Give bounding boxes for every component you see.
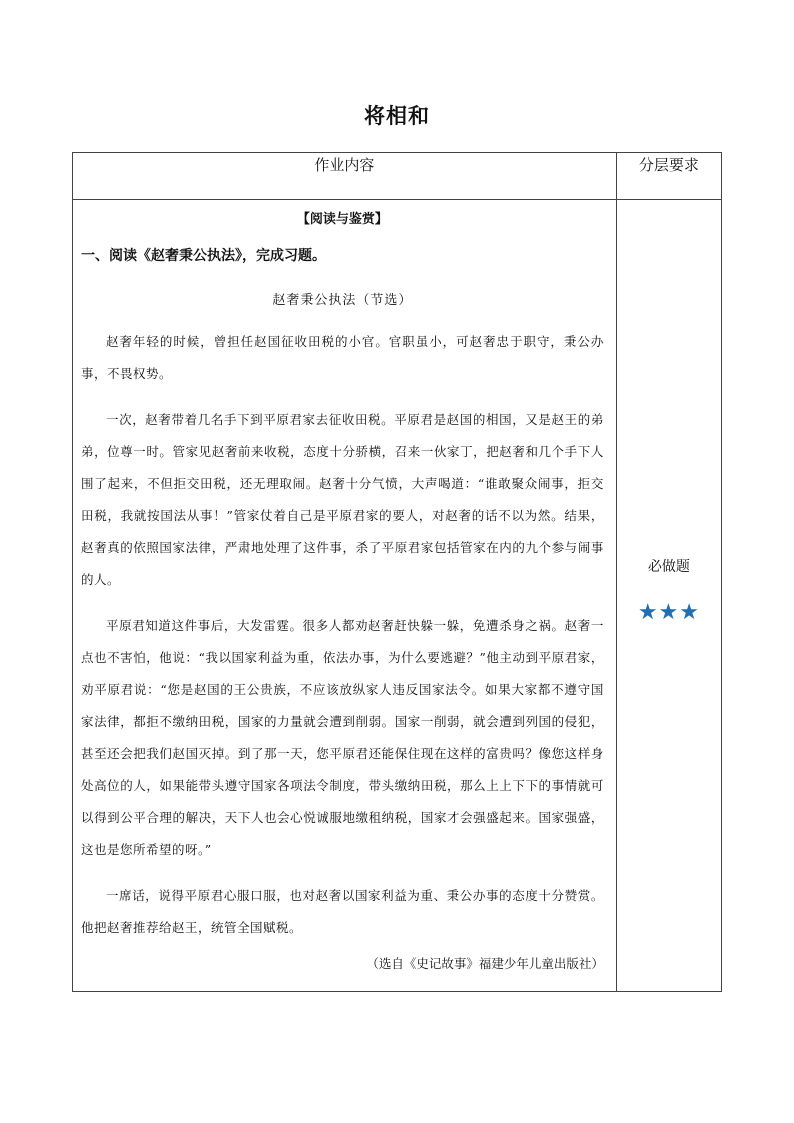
header-content-cell: 作业内容 <box>73 153 617 200</box>
star-rating-icon: ★★★ <box>637 600 700 625</box>
story-paragraph: 一次，赵奢带着几名手下到平原君家去征收田税。平原君是赵国的相国，又是赵王的弟弟，位尊一时。管家见赵奢前来收税，态度十分骄横，召来一伙家丁，把赵奢和几个手下人围了起来，不但拒交田税，还无理取闹。赵奢十分气愤，大声喝道：“谁敢聚众闹事，拒交田税，我就按国法从事！”管家仗着自己是平原君家的要人，对赵奢的话不以为然。结果，赵奢真的依照国家法律，严肃地处理了这件事，杀了平原君家包括管家在内的九个参与闹事的人。 <box>81 412 604 587</box>
content-cell <box>73 200 617 992</box>
homework-table <box>72 152 722 992</box>
story-paragraph: 赵奢年轻的时候，曾担任赵国征收田税的小官。官职虽小，可赵奢忠于职守，秉公办事，不畏权势。 <box>81 334 604 381</box>
story-title: 赵奢秉公执法（节选） <box>272 293 413 308</box>
section-title: 【阅读与鉴赏】 <box>296 212 388 227</box>
story-paragraph: 平原君知道这件事后，大发雷霆。很多人都劝赵奢赶快躲一躲，免遭杀身之祸。赵奢一点也不害怕，他说：“我以国家利益为重，依法办事，为什么要逃避？”他主动到平原君家，劝平原君说：“您是赵国的王公贵族，不应该放纵家人违反国家法令。如果大家都不遵守国家法律，都拒不缴纳田税，国家的力量就会遭到削弱。国家一削弱，就会遭到列国的侵犯，甚至还会把我们赵国灭掉。到了那一天，您平原君还能保住现在这样的富贵吗？像您这样身处高位的人，如果能带头遵守国家各项法令制度，带头缴纳田税，那么上上下下的事情就可以得到公平合理的解决，天下人也会心悦诚服地缴租纳税，国家才会强盛起来。国家强盛，这也是您所希望的呀。” <box>81 618 604 857</box>
question-title: 一、阅读《赵奢秉公执法》，完成习题。 <box>81 248 326 264</box>
story-paragraph: 一席话，说得平原君心服口服，也对赵奢以国家利益为重、秉公办事的态度十分赞赏。他把赵奢推荐给赵王，统管全国赋税。 <box>81 888 604 935</box>
table-body-row <box>73 200 722 992</box>
header-level-cell: 分层要求 <box>616 153 721 200</box>
page-title: 将相和 <box>364 104 430 128</box>
story-source: （选自《史记故事》福建少年儿童出版社） <box>366 956 604 971</box>
requirement-cell <box>616 200 721 992</box>
table-header-row <box>73 153 722 200</box>
requirement-label: 必做题 <box>647 559 690 575</box>
